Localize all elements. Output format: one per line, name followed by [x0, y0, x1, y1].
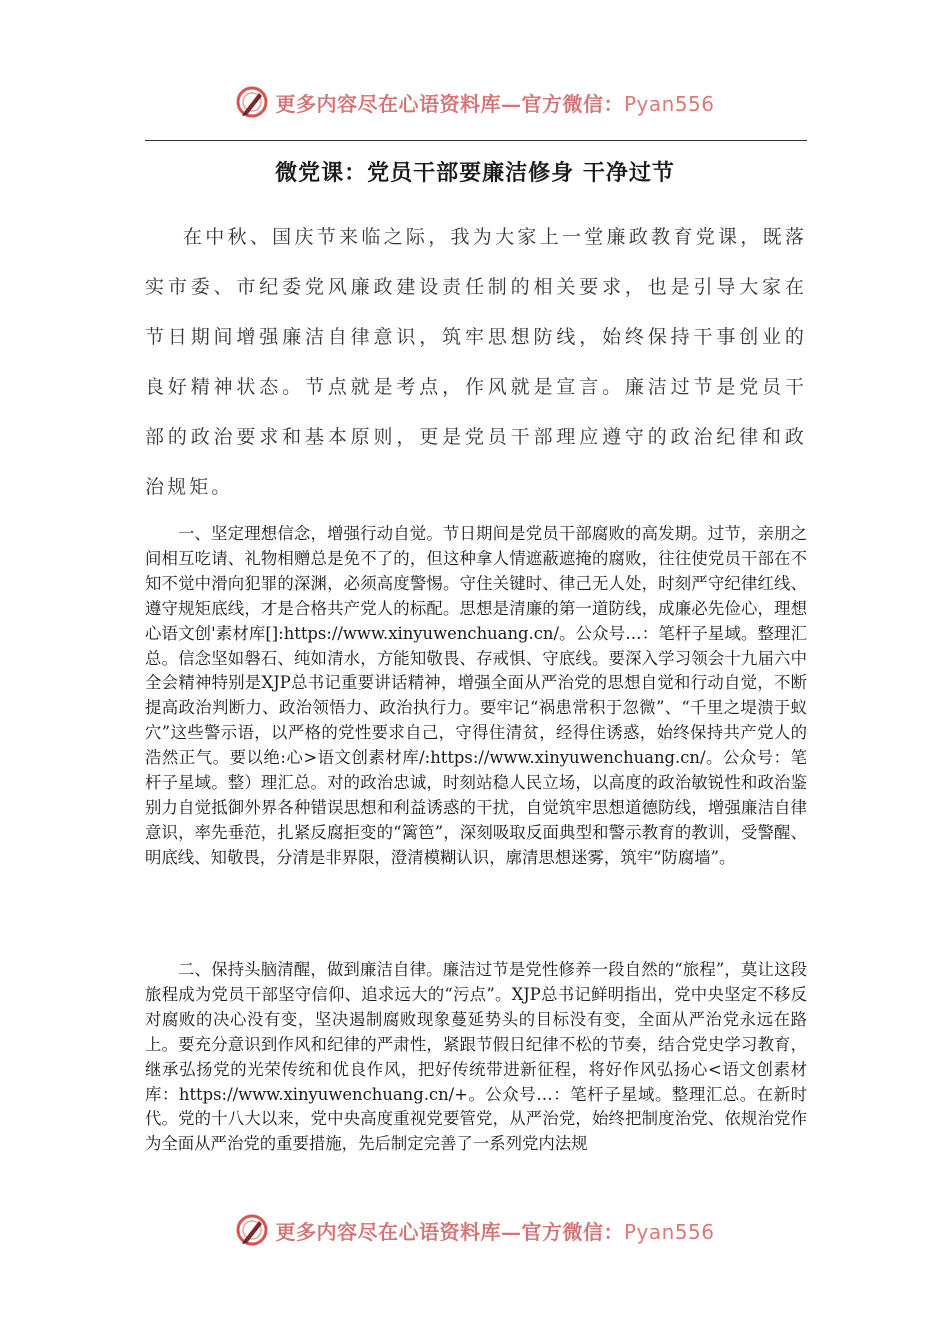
wechat-id: Pyan556 — [623, 1219, 715, 1244]
pen-logo-icon — [235, 85, 269, 119]
watermark-text: 更多内容尽在心语资料库—官方微信：Pyan556 — [275, 91, 715, 116]
intro-paragraph: 在中秋、国庆节来临之际，我为大家上一堂廉政教育党课，既落实市委、市纪委党风廉政建设责任制的相关要求，也是引导大家在节日期间增强廉洁自律意识，筑牢思想防线，始终保持干事创业的良好精神状态。节点就是考点，作风就是宣言。廉洁过节是党员干部的政治要求和基本原则，更是党员干部理应遵守的政治纪律和政治规矩。 — [145, 226, 807, 498]
section-paragraph-1: 一、坚定理想信念，增强行动自觉。节日期间是党员干部腐败的高发期。过节，亲朋之间相互吃请、礼物相赠总是免不了的，但这种拿人情遮蔽遮掩的腐败，往往使党员干部在不知不觉中滑向犯罪的深渊，必须高度警惕。守住关键时、律己无人处，时刻严守纪律红线、遵守规矩底线，才是合格共产党人的标配。思想是清廉的第一道防线，成廉必先俭心，理想心语文创'素材库[]:https://www.xinyuwenchuang.cn/。公众号…：笔杆子星域。整理汇总。信念坚如磐石、纯如清水，方能知敬畏、存戒惧、守底线。要深入学习领会十九届六中全会精神特别是XJP总书记重要讲话精神，增强全面从严治党的思想自觉和行动自觉，不断提高政治判断力、政治领悟力、政治执行力。要牢记“祸患常积于忽微”、“千里之堤溃于蚁穴”这些警示语，以严格的党性要求自己，守得住清贫，经得住诱惑，始终保持共产党人的浩然正气。要以绝:心>语文创素材库/:https://www.xinyuwenchuang.cn/。公众号：笔杆子星域。整）理汇总。对的政治忠诚，时刻站稳人民立场，以高度的政治敏锐性和政治鉴别力自觉抵御外界各种错误思想和利益诱惑的干扰，自觉筑牢思想道德防线，增强廉洁自律意识，率先垂范，扎紧反腐拒变的“篱笆”，深刻吸取反面典型和警示教育的教训，受警醒、明底线、知敬畏，分清是非界限，澄清模糊认识，廓清思想迷雾，筑牢“防腐墙”。 — [145, 524, 807, 867]
watermark-banner-top — [0, 80, 950, 124]
header-divider — [145, 140, 807, 141]
wechat-id: Pyan556 — [623, 91, 715, 116]
document-title: 微党课：党员干部要廉洁修身 干净过节 — [275, 160, 675, 186]
watermark-banner-bottom — [0, 1208, 950, 1252]
pen-logo-icon — [235, 1213, 269, 1247]
section-paragraph-2: 二、保持头脑清醒，做到廉洁自律。廉洁过节是党性修养一段自然的“旅程”，莫让这段旅程成为党员干部坚守信仰、追求远大的“污点”。XJP总书记鲜明指出，党中央坚定不移反对腐败的决心没有变，坚决遏制腐败现象蔓延势头的目标没有变，全面从严治党永远在路上。要充分意识到作风和纪律的严肃性，紧跟节假日纪律不松的节奏，结合党史学习教育，继承弘扬党的光荣传统和优良作风，把好传统带进新征程，将好作风弘扬心<语文创素材库：https://www.xinyuwenchuang.cn/+。公众号…：笔杆子星域。整理汇总。在新时代。党的十八大以来，党中央高度重视党要管党，从严治党，始终把制度治党、依规治党作为全面从严治党的重要措施，先后制定完善了一系列党内法规 — [145, 960, 807, 1154]
watermark-text: 更多内容尽在心语资料库—官方微信：Pyan556 — [275, 1219, 715, 1244]
